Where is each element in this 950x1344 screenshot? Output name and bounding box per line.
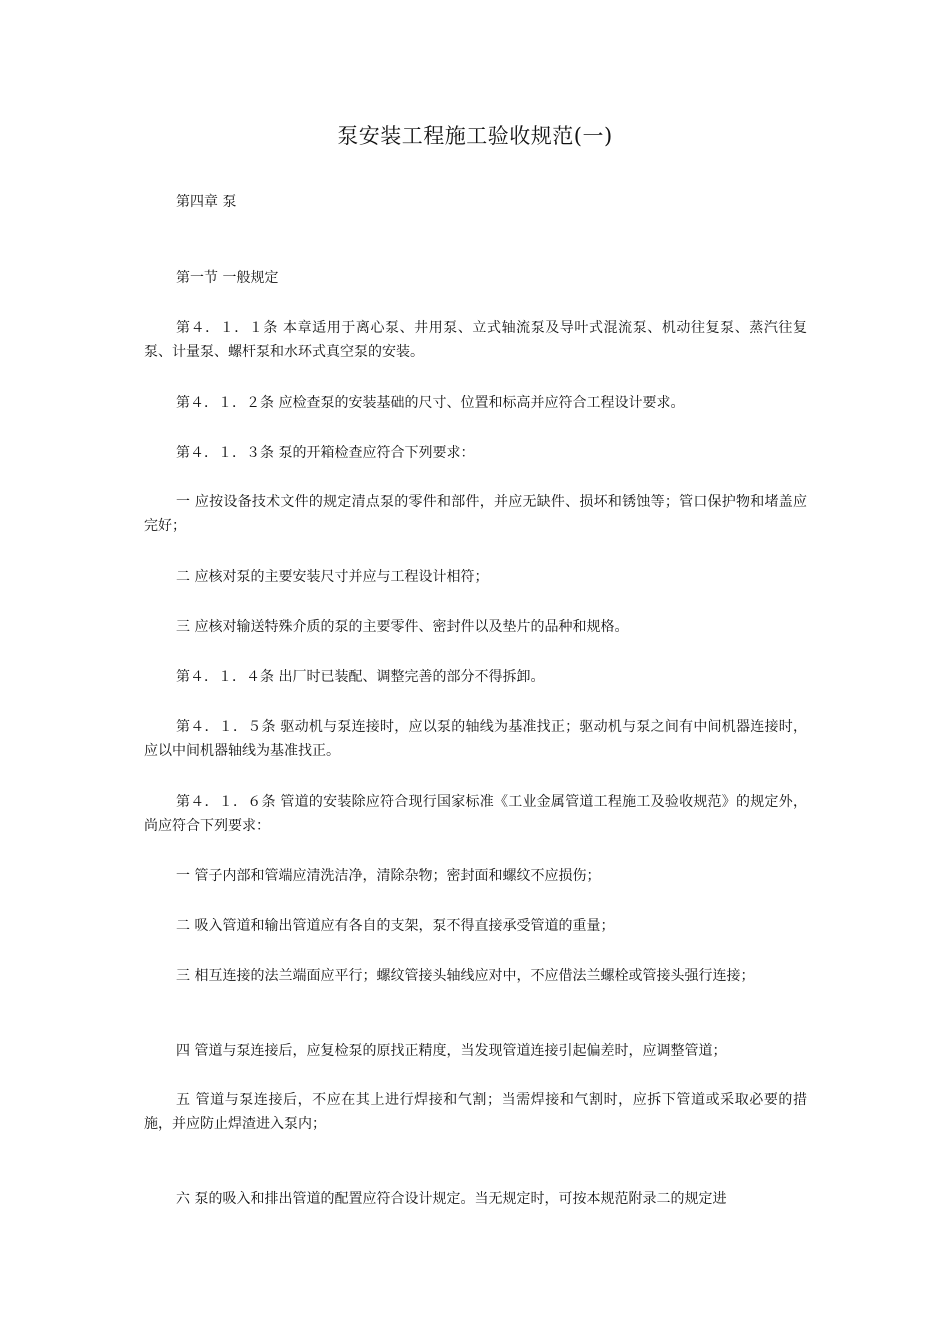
list-item-6b: 六 泵的吸入和排出管道的配置应符合设计规定。当无规定时，可按本规范附录二的规定进: [176, 1191, 727, 1207]
paragraph-4-1-2: 第４．１．２条 应检查泵的安装基础的尺寸、位置和标高并应符合工程设计要求。: [176, 395, 685, 411]
list-item-4b: 四 管道与泵连接后，应复检泵的原找正精度，当发现管道连接引起偏差时，应调整管道；: [176, 1043, 727, 1059]
paragraph-4-1-1: 第４．１．１条 本章适用于离心泵、井用泵、立式轴流泵及导叶式混流泵、机动往复泵、蒸汽往复泵、计量泵、螺杆泵和水环式真空泵的安装。: [144, 320, 807, 360]
paragraph-4-1-3: 第４．１．３条 泵的开箱检查应符合下列要求：: [176, 445, 475, 461]
paragraph-4-1-4: 第４．１．４条 出厂时已装配、调整完善的部分不得拆卸。: [176, 669, 545, 685]
list-item-3: 三 应核对输送特殊介质的泵的主要零件、密封件以及垫片的品种和规格。: [176, 619, 629, 635]
list-item-3b: 三 相互连接的法兰端面应平行；螺纹管接头轴线应对中，不应借法兰螺栓或管接头强行连接；: [176, 968, 755, 984]
list-item-5b: 五 管道与泵连接后，不应在其上进行焊接和气割；当需焊接和气割时，应拆下管道或采取必要的措施，并应防止焊渣进入泵内；: [144, 1092, 807, 1132]
list-item-2b: 二 吸入管道和输出管道应有各自的支架，泵不得直接承受管道的重量；: [176, 918, 615, 934]
list-item-2: 二 应核对泵的主要安装尺寸并应与工程设计相符；: [176, 569, 489, 585]
list-item-1: 一 应按设备技术文件的规定清点泵的零件和部件，并应无缺件、损坏和锈蚀等；管口保护物和堵盖应完好；: [144, 494, 807, 534]
paragraph-4-1-5: 第４．１．５条 驱动机与泵连接时，应以泵的轴线为基准找正；驱动机与泵之间有中间机器连接时，应以中间机器轴线为基准找正。: [144, 719, 807, 759]
paragraph-4-1-6: 第４．１．６条 管道的安装除应符合现行国家标准《工业金属管道工程施工及验收规范》的规定外，尚应符合下列要求：: [144, 794, 807, 834]
section-heading: 第一节 一般规定: [176, 270, 279, 286]
document-title: 泵安装工程施工验收规范(一): [337, 124, 613, 148]
list-item-1b: 一 管子内部和管端应清洗洁净，清除杂物；密封面和螺纹不应损伤；: [176, 868, 601, 884]
chapter-heading: 第四章 泵: [176, 194, 237, 210]
